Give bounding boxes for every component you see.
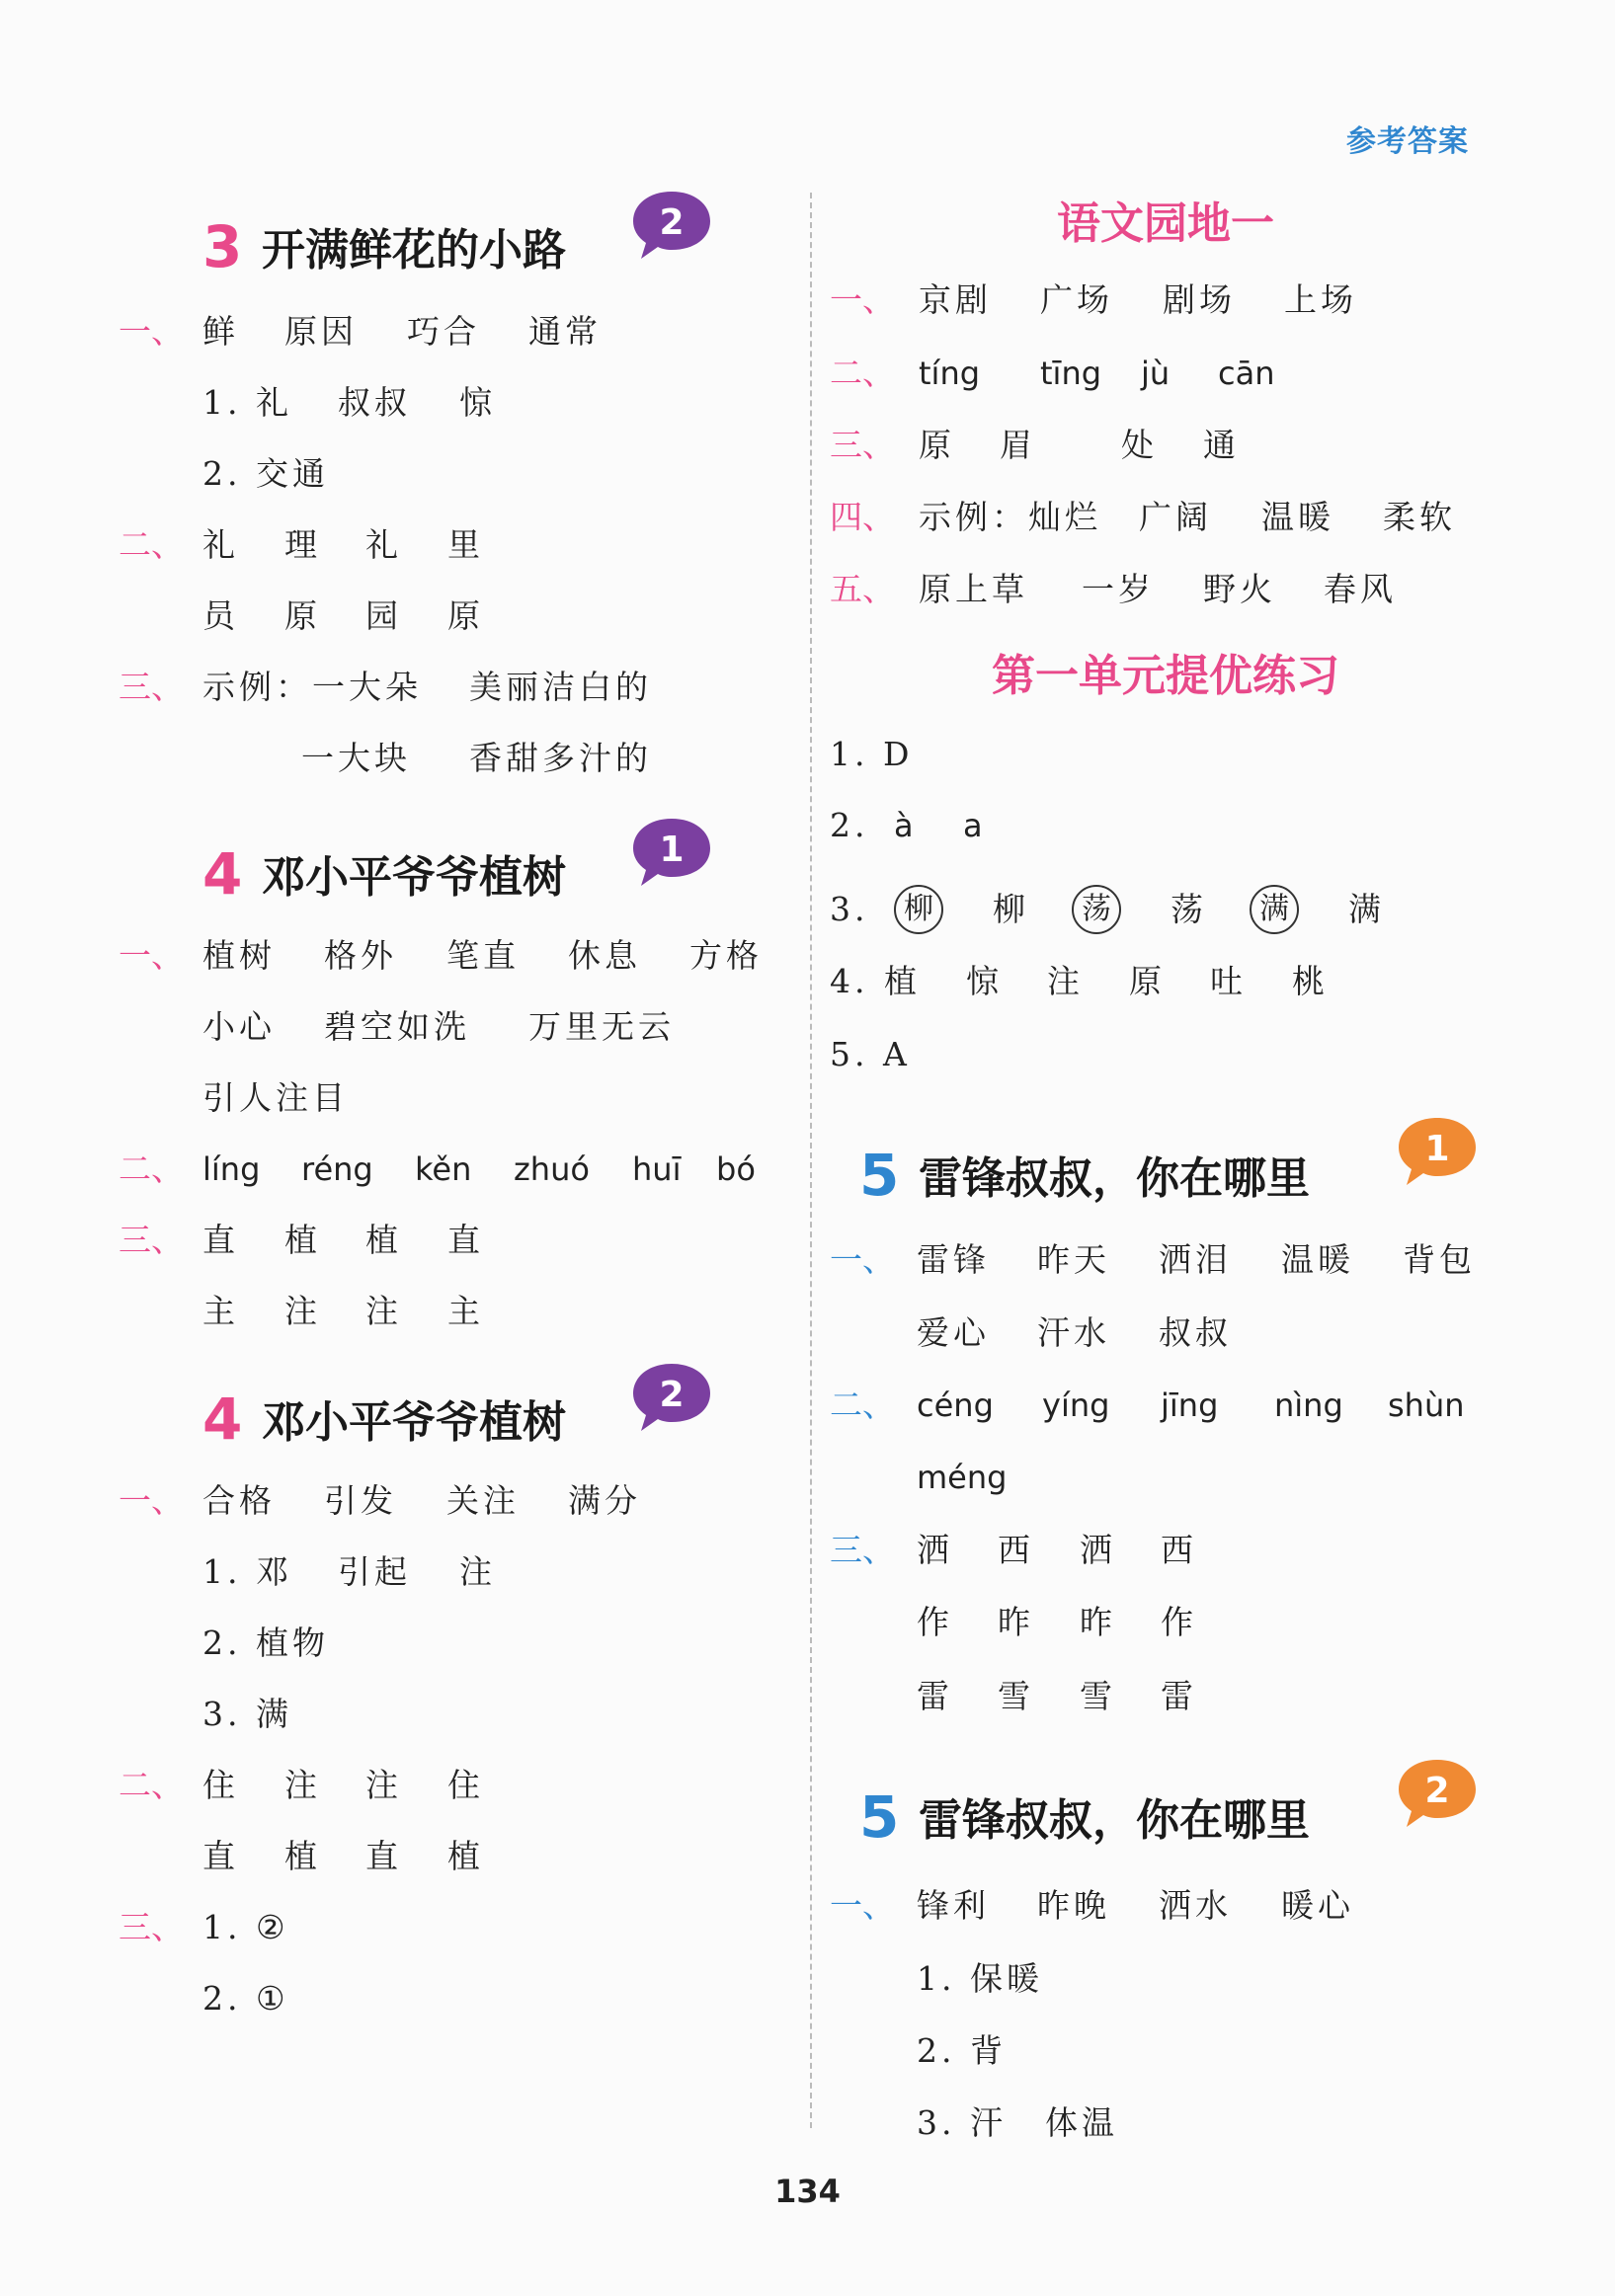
answer-item: 爱心 [917,1313,990,1352]
question-number: 4. [830,962,869,1000]
circled-character: 荡 [1072,885,1121,934]
badge-number: 2 [1424,1771,1450,1811]
answer-item: 格外 [324,936,397,975]
answer-item: 雪 [998,1677,1034,1715]
pinyin-item: jù [1141,355,1171,392]
answer-item: 方格 [689,936,763,975]
answer-item: 洒 [1080,1531,1116,1569]
answer-item: 满 [1348,890,1385,928]
answer-item: 温暖 [1261,498,1334,536]
answer-item: 叔叔 [338,383,411,422]
difficulty-badge-icon [1393,1756,1482,1833]
answer-item: 上场 [1284,280,1357,319]
answer-item: 眉 [1000,426,1036,464]
pinyin-item: cān [1218,355,1275,392]
answer-item: 雷锋 [917,1240,990,1279]
lesson-number: 4 [202,1386,243,1453]
answer-item: 员 [202,596,239,635]
section-marker: 三、 [119,668,184,706]
answer-item: 1. 邓 [202,1552,292,1591]
lesson-number: 5 [859,1783,900,1851]
answer-item: 柳 [993,890,1029,928]
answer-item: 万里无云 [528,1007,675,1046]
pinyin-item: huī [632,1150,682,1188]
answer-item: 3. 满 [202,1695,292,1733]
section-marker: 一、 [119,936,184,975]
answer-item: 植树 [202,936,276,975]
circled-character: 柳 [894,885,943,934]
answer-item: 直 [447,1221,484,1259]
answer-item: 原 [919,426,955,464]
answer-item: 注 [1047,962,1084,1000]
answer-item: 示例：灿烂 [919,498,1101,536]
answer-item: 洒 [917,1531,953,1569]
answer-item: 笔直 [446,936,520,975]
lesson-name: 开满鲜花的小路 [262,225,566,276]
pinyin-item: céng [917,1386,994,1424]
question-number: 2. [830,806,869,844]
pinyin-item: yíng [1042,1386,1110,1424]
answer-item: 原 [447,596,484,635]
answer-item: 美丽洁白的 [469,668,652,706]
answer-item: 1. 保暖 [917,1959,1043,1998]
answer-item: 广阔 [1139,498,1212,536]
section-marker: 五、 [830,570,895,608]
answer-item: 作 [917,1603,953,1641]
answer-item: 里 [447,525,484,564]
pinyin-item: tīng [1040,355,1102,392]
answer-item: 广场 [1040,280,1113,319]
answer-item: 一大块 [301,739,411,777]
answer-item: 作 [1161,1603,1197,1641]
answer-item: 主 [202,1292,239,1330]
question-number: 3. [830,890,869,928]
section-marker: 二、 [119,1766,184,1804]
answer-item: 雷 [917,1677,953,1715]
answer-item: 直 [202,1837,239,1875]
section-marker: 二、 [119,1149,184,1188]
answer-item: 1. ② [202,1908,289,1946]
section-title: 第一单元提优练习 [992,651,1339,701]
answer-item: 原因 [284,312,358,351]
answer-item: 昨天 [1037,1240,1110,1279]
answer-item: 一岁 [1082,570,1155,608]
answer-item: 吐 [1210,962,1247,1000]
section-marker: 一、 [830,1886,895,1925]
answer-item: 注 [284,1292,321,1330]
answer-item: 京剧 [919,280,992,319]
answer-item: 汗水 [1037,1313,1110,1352]
answer-item: 昨 [998,1603,1034,1641]
pinyin-item: kěn [415,1150,472,1188]
section-marker: 三、 [830,1531,895,1569]
answer-item: 通常 [528,312,602,351]
column-divider [810,193,812,2128]
difficulty-badge-icon [1393,1114,1482,1191]
section-marker: 二、 [119,525,184,564]
answer-item: 剧场 [1163,280,1236,319]
badge-number: 2 [659,1375,685,1415]
answer-item: 引人注目 [202,1078,349,1117]
answer-item: 关注 [446,1481,520,1520]
section-marker: 一、 [119,1481,184,1520]
lesson-name: 邓小平爷爷植树 [262,1397,566,1448]
pinyin-item: à [894,807,914,844]
answer-item: 西 [1161,1531,1197,1569]
answer-item: 1. 礼 [202,383,292,422]
answer-item: 直 [365,1837,402,1875]
pinyin-item: jīng [1161,1386,1219,1424]
lesson-name: 雷锋叔叔，你在哪里 [919,1795,1310,1846]
answer-item: 碧空如洗 [324,1007,470,1046]
section-marker: 三、 [119,1221,184,1259]
lesson-number: 3 [202,213,243,280]
answer-item: 锋利 [917,1886,990,1925]
answer-item: 背包 [1403,1240,1476,1279]
answer-item: 原 [1129,962,1166,1000]
answer-item: 鲜 [202,312,239,351]
lesson-number: 4 [202,840,243,908]
pinyin-item: a [963,807,983,844]
answer-item: 洒水 [1159,1886,1232,1925]
pinyin-item: shùn [1388,1386,1465,1424]
answer-item: 昨晚 [1037,1886,1110,1925]
answer-item: 植 [284,1221,321,1259]
lesson-number: 5 [859,1142,900,1209]
section-marker: 四、 [830,498,895,536]
answer-item: 2. 背 [917,2031,1007,2070]
section-title: 语文园地一 [1057,198,1274,249]
answer-item: 柔软 [1383,498,1456,536]
answer-item: 注 [459,1552,496,1591]
difficulty-badge-icon [627,1360,716,1437]
pinyin-item: tíng [919,355,981,392]
circled-character: 满 [1250,885,1299,934]
page-number: 134 [774,2173,841,2210]
pinyin-item: nìng [1274,1386,1343,1424]
answer-item: 雷 [1161,1677,1197,1715]
section-marker: 二、 [830,354,895,392]
answer-item: 小心 [202,1007,276,1046]
answer-item: 5. A [830,1035,911,1073]
answer-item: 园 [365,596,402,635]
answer-item: 洒泪 [1159,1240,1232,1279]
answer-item: 2. 植物 [202,1623,329,1662]
section-marker: 二、 [830,1386,895,1424]
answer-item: 主 [447,1292,484,1330]
answer-item: 体温 [1045,2103,1118,2142]
answer-item: 野火 [1203,570,1276,608]
pinyin-item: réng [301,1150,373,1188]
answer-item: 引发 [324,1481,397,1520]
answer-item: 温暖 [1281,1240,1354,1279]
badge-number: 1 [659,830,685,870]
answer-item: 春风 [1324,570,1397,608]
answer-item: 暖心 [1281,1886,1354,1925]
answer-item: 注 [365,1766,402,1804]
answer-item: 满分 [568,1481,641,1520]
answer-item: 住 [202,1766,239,1804]
answer-item: 植 [884,962,921,1000]
difficulty-badge-icon [627,188,716,265]
answer-item: 植 [447,1837,484,1875]
answer-item: 桃 [1292,962,1329,1000]
answer-item: 原上草 [919,570,1028,608]
difficulty-badge-icon [627,815,716,892]
section-marker: 三、 [119,1908,184,1946]
answer-item: 惊 [966,962,1003,1000]
answer-item: 惊 [459,383,496,422]
lesson-name: 雷锋叔叔，你在哪里 [919,1153,1310,1204]
answer-item: 注 [284,1766,321,1804]
section-marker: 一、 [830,1240,895,1279]
answer-item: 直 [202,1221,239,1259]
section-marker: 三、 [830,426,895,464]
answer-item: 引起 [338,1552,411,1591]
answer-item: 植 [284,1837,321,1875]
answer-item: 合格 [202,1481,276,1520]
answer-item: 礼 [365,525,402,564]
answer-item: 叔叔 [1159,1313,1232,1352]
answer-item: 雪 [1080,1677,1116,1715]
answer-item: 示例：一大朵 [202,668,422,706]
answer-item: 处 [1121,426,1158,464]
answer-item: 2. ① [202,1979,289,2018]
answer-item: 香甜多汁的 [469,739,652,777]
badge-number: 2 [659,202,685,243]
header-label: 参考答案 [1346,124,1469,159]
pinyin-item: bó [716,1150,756,1188]
section-marker: 一、 [830,280,895,319]
answer-item: 植 [365,1221,402,1259]
pinyin-item: zhuó [514,1150,590,1188]
answer-item: 昨 [1080,1603,1116,1641]
pinyin-item: líng [202,1150,261,1188]
answer-item: 1. D [830,735,914,773]
answer-item: 礼 [202,525,239,564]
answer-item: 休息 [568,936,641,975]
lesson-name: 邓小平爷爷植树 [262,852,566,903]
answer-item: 巧合 [407,312,480,351]
answer-item: 西 [998,1531,1034,1569]
answer-item: 3. 汗 [917,2103,1007,2142]
answer-item: 理 [284,525,321,564]
pinyin-item: méng [917,1459,1008,1496]
section-marker: 一、 [119,312,184,351]
answer-item: 通 [1203,426,1240,464]
answer-item: 住 [447,1766,484,1804]
answer-item: 注 [365,1292,402,1330]
answer-item: 荡 [1171,890,1207,928]
answer-item: 2. 交通 [202,454,329,493]
badge-number: 1 [1424,1129,1450,1169]
answer-item: 原 [284,596,321,635]
